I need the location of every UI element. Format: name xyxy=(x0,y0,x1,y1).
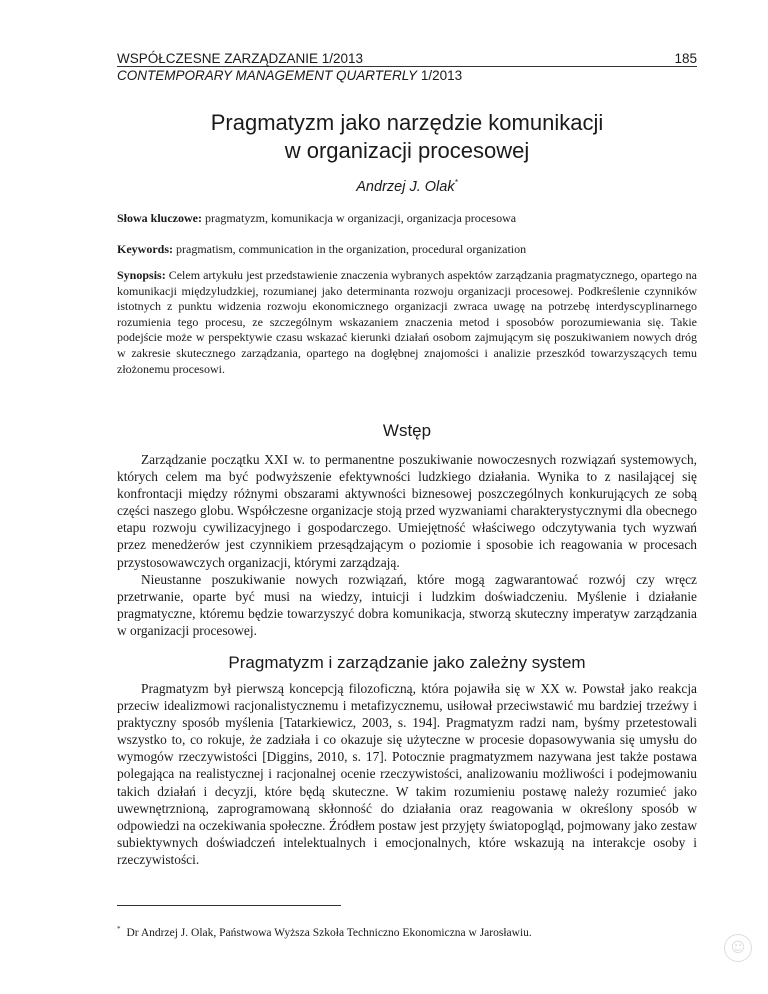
running-header-en xyxy=(117,67,697,84)
article-title-line-1: Pragmatyzm jako narzędzie komunikacji xyxy=(210,110,604,135)
keywords-en-label: Keywords: xyxy=(117,242,173,256)
author xyxy=(117,178,697,195)
keywords-pl-label: Słowa kluczowe: xyxy=(117,211,202,225)
section-pragmatism-body xyxy=(117,680,697,868)
section-pragmatism-paragraph-1: Pragmatyzm był pierwszą koncepcją filozoficzną, która pojawiła się w XX w. Powstał jako reakcja przeciw idealizmowi racjonalistycznemu i metafizycznemu, usiłował przeciwstawić mu bardziej trzeźwy i praktyczny sposób myślenia [Tatarkiewicz, 2003, s. 194]. Pragmatyzm radzi nam, byśmy przetestowali wszystko to, co rokuje, że zadziała i co okazuje się użyteczne w procesie dopasowywania się umysłu do wymogów rzeczywistości [Diggins, 2010, s. 17]. Potocznie pragmatyzmem nazywana jest także postawa polegająca na realistycznej i racjonalnej ocenie rzeczywistości, analizowaniu możliwości i podejmowaniu takich działań i decyzji, które będą skuteczne. W takim rozumieniu postawę należy rozumieć jako uwewnętrznioną, zaprogramowaną skłonność do działania oraz reagowania w określony sposób w odpowiedzi na oczekiwania społeczne. Źródłem postaw jest przyjęty światopogląd, pojmowany jako zestaw subiektywnych doświadczeń intelektualnych i emocjonalnych, które wskazują na interakcje osoby i rzeczywistości. xyxy=(117,681,697,867)
keywords-pl xyxy=(117,210,697,226)
article-title-line-2: w organizacji procesowej xyxy=(284,138,530,163)
author-name: Andrzej J. Olak xyxy=(356,178,455,195)
page-number: 185 xyxy=(674,51,697,66)
synopsis-label: Synopsis: xyxy=(117,268,166,282)
journal-issue-en: 1/2013 xyxy=(417,68,463,83)
intro-paragraph-2: Nieustanne poszukiwanie nowych rozwiązań, które mogą zagwarantować rozwój czy wręcz przetrwanie, oparte być musi na wiedzy, intuicji i ludzkim doświadczeniu. Myślenie i działanie pragmatyczne, któremu będzie towarzyszyć dobra komunikacja, stworzą skuteczny imperatyw zarządzania w organizacji procesowej. xyxy=(117,571,697,638)
keywords-en xyxy=(117,241,697,257)
keywords-en-text: pragmatism, communication in the organization, procedural organization xyxy=(173,242,527,256)
faint-stamp-icon: ☺ xyxy=(724,934,752,962)
keywords-pl-text: pragmatyzm, komunikacja w organizacji, organizacja procesowa xyxy=(202,211,517,225)
footnote-mark: * xyxy=(117,925,121,933)
footnote xyxy=(117,925,697,939)
synopsis xyxy=(117,268,697,377)
section-heading-pragmatism: Pragmatyzm i zarządzanie jako zależny system xyxy=(228,653,586,672)
intro-paragraph-1: Zarządzanie początku XXI w. to permanentne poszukiwanie nowoczesnych rozwiązań systemowych, których celem ma być podwyższenie efektywności ludzkiego działania. Wynika to z nasilającej się konfrontacji między różnymi obszarami aktywności biznesowej poszczególnych konkurujących ze sobą części naszego globu. Współczesne organizacje stoją przed wyzwaniami charakterystycznymi dla obecnego etapu rozwoju cywilizacyjnego i gospodarczego. Umiejętność właściwego odczytywania tych wyzwań przez menedżerów jest czynnikiem przesądzającym o poziomie i sposobie ich reagowania w procesach przystosowawczych organizacji, którymi zarządzają. xyxy=(117,452,697,570)
synopsis-text: Celem artykułu jest przedstawienie znaczenia wybranych aspektów zarządzania pragmatycznego, opartego na komunikacji międzyludzkiej, rozumianej jako determinanta rozwoju organizacji procesowej. Podkreślenie czynników istotnych z punktu widzenia rozwoju ekonomicznego organizacji zwraca uwagę na potrzebę interdyscyplinarnego rozumienia tego procesu, ze szczególnym wskazaniem znaczenia metod i sposobów porozumiewania się. Takie podejście może w perspektywie czasu wskazać kierunki działań osobom zajmującym się poszukiwaniem nowych dróg w zakresie skutecznego zarządzania, opartego na dogłębnej znajomości i analizie przeszkód towarzyszących temu złożonemu procesowi. xyxy=(117,268,697,376)
footnote-rule xyxy=(117,905,341,906)
journal-title-en: CONTEMPORARY MANAGEMENT QUARTERLY xyxy=(117,68,418,83)
author-footnote-mark: * xyxy=(454,178,458,187)
journal-title-pl: WSPÓŁCZESNE ZARZĄDZANIE 1/2013 xyxy=(117,51,364,66)
running-header-pl xyxy=(117,50,697,67)
footnote-text: Dr Andrzej J. Olak, Państwowa Wyższa Szkoła Techniczno Ekonomiczna w Jarosławiu. xyxy=(126,926,532,939)
intro-body xyxy=(117,451,697,639)
article-title xyxy=(117,109,697,165)
section-heading-intro: Wstęp xyxy=(382,421,432,440)
